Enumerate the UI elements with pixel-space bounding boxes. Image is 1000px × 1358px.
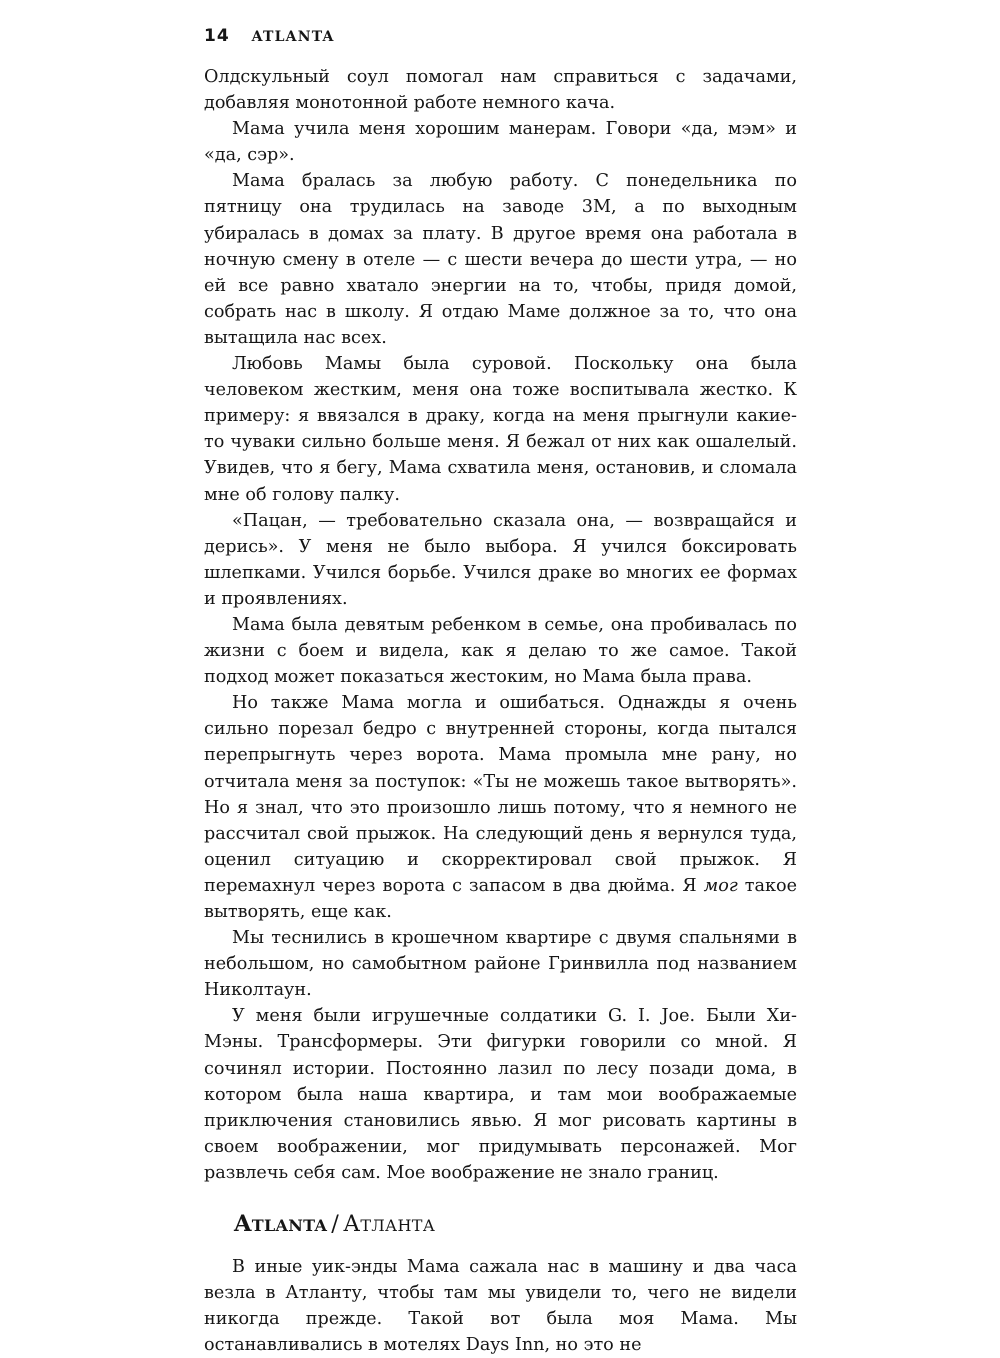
section-heading-separator: / bbox=[331, 1211, 340, 1238]
section-heading-atlanta bbox=[234, 1209, 797, 1239]
body-text bbox=[204, 64, 797, 1358]
paragraph-weekends-atlanta: В иные уик-энды Мама сажала нас в машину и два часа везла в Атланту, чтобы там мы увидели то, чего не видели никогда прежде. Такой вот была моя Мама. Мы останавливались в мотелях Days Inn, но это не bbox=[204, 1257, 797, 1356]
paragraph-tough-love: Любовь Мамы была суровой. Поскольку она была человеком жестким, меня она тоже воспитывала жестко. К примеру: я ввязался в драку, когда на меня прыгнули какие-то чуваки сильно больше меня. Я бежал от них как ошалелый. Увидев, что я бегу, Мама схватила меня, остановив, и сломала мне об голову палку. bbox=[204, 354, 797, 505]
paragraph-go-back-and-fight: «Пацан, — требовательно сказала она, — возвращайся и дерись». У меня не было выбора. Я учился боксировать шлепками. Учился борьбе. Учился драке во многих ее формах и проявлениях. bbox=[204, 510, 797, 609]
page-number: 14 bbox=[204, 26, 230, 46]
gate-text-after: такое вытворять, еще как. bbox=[204, 875, 797, 922]
paragraph-oldschool-soul: Олдскульный соул помогал нам справиться с задачами, добавляя монотонной работе немного кача. bbox=[204, 67, 797, 114]
paragraph-gate-jump bbox=[204, 690, 797, 925]
paragraph-nicholtown: Мы теснились в крошечном квартире с двумя спальнями в небольшом, но самобытном районе Гринвилла под названием Николтаун. bbox=[204, 928, 797, 1001]
running-head-title: ATLANTA bbox=[251, 29, 335, 45]
gate-text-before: Но также Мама могла и ошибаться. Однажды я очень сильно порезал бедро с внутренней стороны, когда пытался перепрыгнуть через ворота. Мама промыла мне рану, но отчитала меня за поступок: «Ты не можешь такое вытворять». Но я знал, что это произошло лишь потому, что я немного не рассчитал свой прыжок. На следующий день я вернулся туда, оценил ситуацию и скорректировал свой прыжок. Я перемахнул через ворота с запасом в два дюйма. Я bbox=[204, 693, 797, 896]
gate-text-emphasis: мог bbox=[703, 875, 738, 896]
paragraph-manners: Мама учила меня хорошим манерам. Говори «да, мэм» и «да, сэр». bbox=[204, 119, 797, 166]
paragraph-ninth-child: Мама была девятым ребенком в семье, она пробивалась по жизни с боем и видела, как я делаю то же самое. Такой подход может показаться жестоким, но Мама была права. bbox=[204, 614, 797, 688]
section-heading-russian: Атланта bbox=[343, 1211, 436, 1238]
paragraph-mama-work: Мама бралась за любую работу. С понедельника по пятницу она трудилась на заводе 3M, а по выходным убиралась в домах за плату. В другое время она работала в ночную смену в отеле — с шести вечера до шести утра, — но ей все равно хватало энергии на то, чтобы, придя домой, собрать нас в школу. Я отдаю Маме должное за то, что она вытащила нас всех. bbox=[204, 171, 797, 348]
paragraph-toys-imagination: У меня были игрушечные солдатики G. I. Joe. Были Хи-Мэны. Трансформеры. Эти фигурки говорили со мной. Я сочинял истории. Постоянно лазил по лесу позади дома, в котором была наша квартира, и там мои воображаемые приключения становились явью. Я мог рисовать картины в своем воображении, мог придумывать персонажей. Мог развлечь себя сам. Мое воображение не знало границ. bbox=[204, 1006, 797, 1183]
section-heading-english: Atlanta bbox=[234, 1211, 328, 1238]
running-head bbox=[204, 26, 335, 46]
